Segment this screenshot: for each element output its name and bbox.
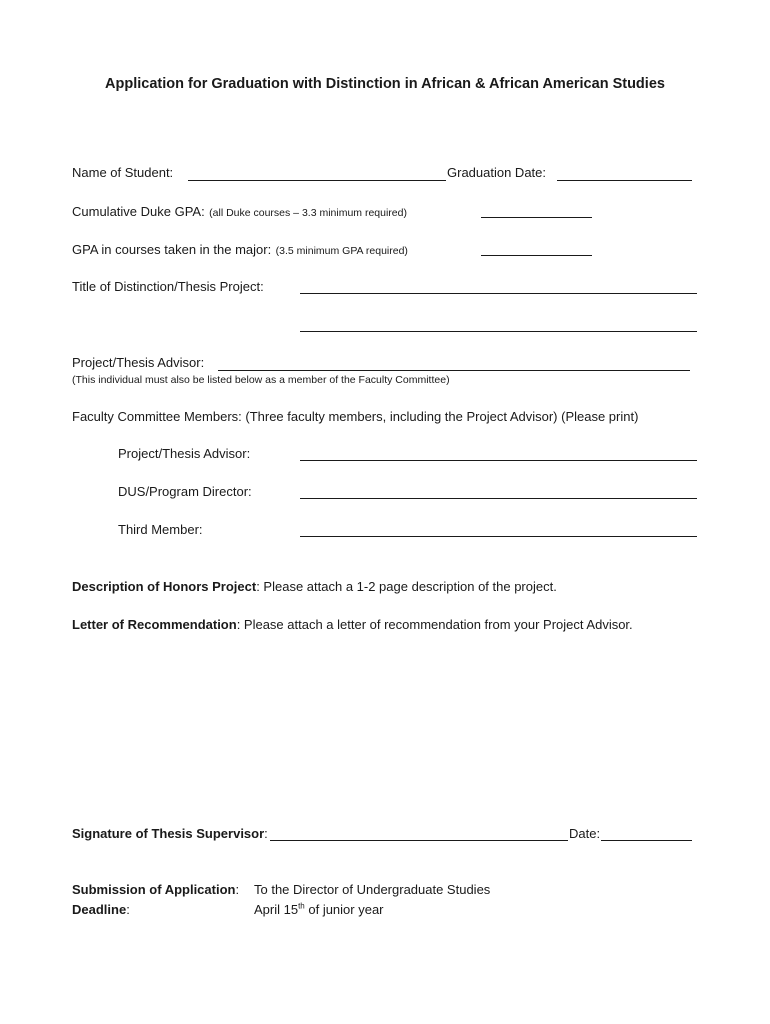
signature-label <box>72 826 268 841</box>
committee-dus-field[interactable] <box>300 498 697 499</box>
major-gpa-note: (3.5 minimum GPA required) <box>275 245 408 257</box>
major-gpa-label: GPA in courses taken in the major: <box>72 242 272 257</box>
form-title: Application for Graduation with Distinction in African & African American Studies <box>105 76 665 92</box>
description-line <box>72 579 557 594</box>
graduation-date-field[interactable] <box>557 180 692 181</box>
major-gpa-field[interactable] <box>481 255 592 256</box>
graduation-date-label: Graduation Date: <box>447 165 547 180</box>
deadline-colon: : <box>126 902 130 917</box>
committee-third-label: Third Member: <box>118 522 203 537</box>
signature-field[interactable] <box>270 840 568 841</box>
committee-third-field[interactable] <box>300 536 697 537</box>
major-gpa-row <box>72 241 408 259</box>
deadline-date: April 15 <box>254 902 299 917</box>
description-heading: Description of Honors Project <box>72 579 257 594</box>
submission-heading: Submission of Application <box>72 882 236 897</box>
name-label: Name of Student: <box>72 165 174 180</box>
advisor-note: (This individual must also be listed below as a member of the Faculty Committee) <box>72 374 450 386</box>
cumulative-gpa-note: (all Duke courses – 3.3 minimum required) <box>209 207 407 219</box>
letter-text: : Please attach a letter of recommendation from your Project Advisor. <box>236 617 633 632</box>
committee-heading: Faculty Committee Members: (Three faculty members, including the Project Advisor) (Please print) <box>72 409 639 424</box>
advisor-label: Project/Thesis Advisor: <box>72 355 205 370</box>
letter-line <box>72 617 633 632</box>
thesis-title-field-1[interactable] <box>300 293 697 294</box>
submission-label <box>72 882 239 897</box>
signature-date-label: Date: <box>569 826 601 841</box>
committee-dus-label: DUS/Program Director: <box>118 484 252 499</box>
committee-advisor-label: Project/Thesis Advisor: <box>118 446 251 461</box>
thesis-title-label: Title of Distinction/Thesis Project: <box>72 279 264 294</box>
cumulative-gpa-label: Cumulative Duke GPA: <box>72 204 205 219</box>
deadline-value <box>254 902 384 917</box>
description-text: : Please attach a 1-2 page description of the project. <box>256 579 557 594</box>
letter-heading: Letter of Recommendation <box>72 617 237 632</box>
submission-colon: : <box>235 882 240 897</box>
deadline-suffix: of junior year <box>304 902 384 917</box>
committee-advisor-field[interactable] <box>300 460 697 461</box>
deadline-label <box>72 902 130 917</box>
thesis-title-field-2[interactable] <box>300 331 697 332</box>
signature-colon: : <box>264 826 268 841</box>
name-field[interactable] <box>188 180 446 181</box>
signature-heading: Signature of Thesis Supervisor <box>72 826 265 841</box>
deadline-heading: Deadline <box>72 902 127 917</box>
submission-value: To the Director of Undergraduate Studies <box>254 882 491 897</box>
signature-date-field[interactable] <box>601 840 692 841</box>
cumulative-gpa-field[interactable] <box>481 217 592 218</box>
advisor-field[interactable] <box>218 370 690 371</box>
cumulative-gpa-row <box>72 203 407 221</box>
deadline-ordinal: th <box>298 901 305 911</box>
